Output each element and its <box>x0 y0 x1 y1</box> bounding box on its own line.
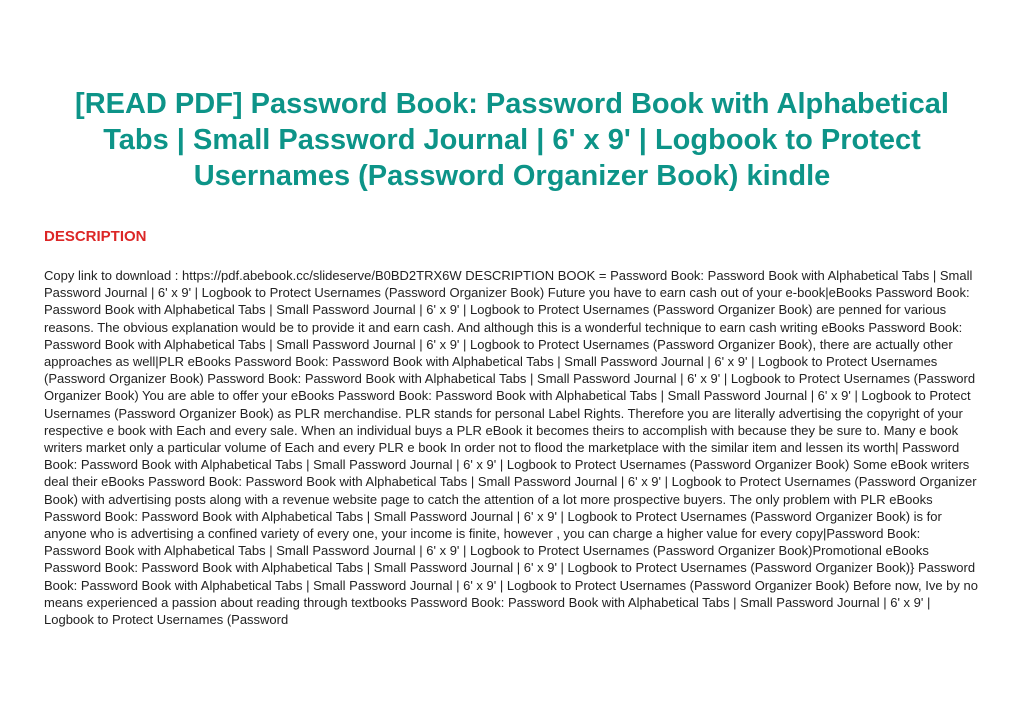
description-heading: DESCRIPTION <box>44 228 147 245</box>
document-title: [READ PDF] Password Book: Password Book with Alphabetical Tabs | Small Password Journal | 6' x 9' | Logbook to Protect Usernames (Password Organizer Book) kindle <box>75 88 949 192</box>
description-body: Copy link to download : https://pdf.abebook.cc/slideserve/B0BD2TRX6W DESCRIPTION BOOK = Password Book: Password Book with Alphabetical Tabs | Small Password Journal | 6' x 9' | Logbook to Protect Usernames (Password Organizer Book) Future you have to earn cash out of your e-book|eBooks Password Book: Password Book with Alphabetical Tabs | Small Password Journal | 6' x 9' | Logbook to Protect Usernames (Password Organizer Book) are penned for various reasons. The obvious explanation would be to provide it and earn cash. And although this is a wonderful technique to earn cash writing eBooks Password Book: Password Book with Alphabetical Tabs | Small Password Journal | 6' x 9' | Logbook to Protect Usernames (Password Organizer Book), there are actually other approaches as well|PLR eBooks Password Book: Password Book with Alphabetical Tabs | Small Password Journal | 6' x 9' | Logbook to Protect Usernames (Password Organizer Book) Password Book: Password Book with Alphabetical Tabs | Small Password Journal | 6' x 9' | Logbook to Protect Usernames (Password Organizer Book) You are able to offer your eBooks Password Book: Password Book with Alphabetical Tabs | Small Password Journal | 6' x 9' | Logbook to Protect Usernames (Password Organizer Book) as PLR merchandise. PLR stands for personal Label Rights. Therefore you are literally advertising the copyright of your respective e book with Each and every sale. When an individual buys a PLR eBook it becomes theirs to accomplish with because they be sure to. Many e book writers market only a particular volume of Each and every PLR e book In order not to flood the marketplace with the similar item and lessen its worth| Password Book: Password Book with Alphabetical Tabs | Small Password Journal | 6' x 9' | Logbook to Protect Usernames (Password Organizer Book) Some eBook writers deal their eBooks Password Book: Password Book with Alphabetical Tabs | Small Password Journal | 6' x 9' | Logbook to Protect Usernames (Password Organizer Book) with advertising posts along with a revenue website page to catch the attention of a lot more prospective buyers. The only problem with PLR eBooks Password Book: Password Book with Alphabetical Tabs | Small Password Journal | 6' x 9' | Logbook to Protect Usernames (Password Organizer Book) is for anyone who is advertising a confined variety of every one, your income is finite, however , you can charge a higher value for every copy|Password Book: Password Book with Alphabetical Tabs | Small Password Journal | 6' x 9' | Logbook to Protect Usernames (Password Organizer Book)Promotional eBooks Password Book: Password Book with Alphabetical Tabs | Small Password Journal | 6' x 9' | Logbook to Protect Usernames (Password Organizer Book)} Password Book: Password Book with Alphabetical Tabs | Small Password Journal | 6' x 9' | Logbook to Protect Usernames (Password Organizer Book) Before now, Ive by no means experienced a passion about reading through textbooks Password Book: Password Book with Alphabetical Tabs | Small Password Journal | 6' x 9' | Logbook to Protect Usernames (Password <box>44 268 978 628</box>
